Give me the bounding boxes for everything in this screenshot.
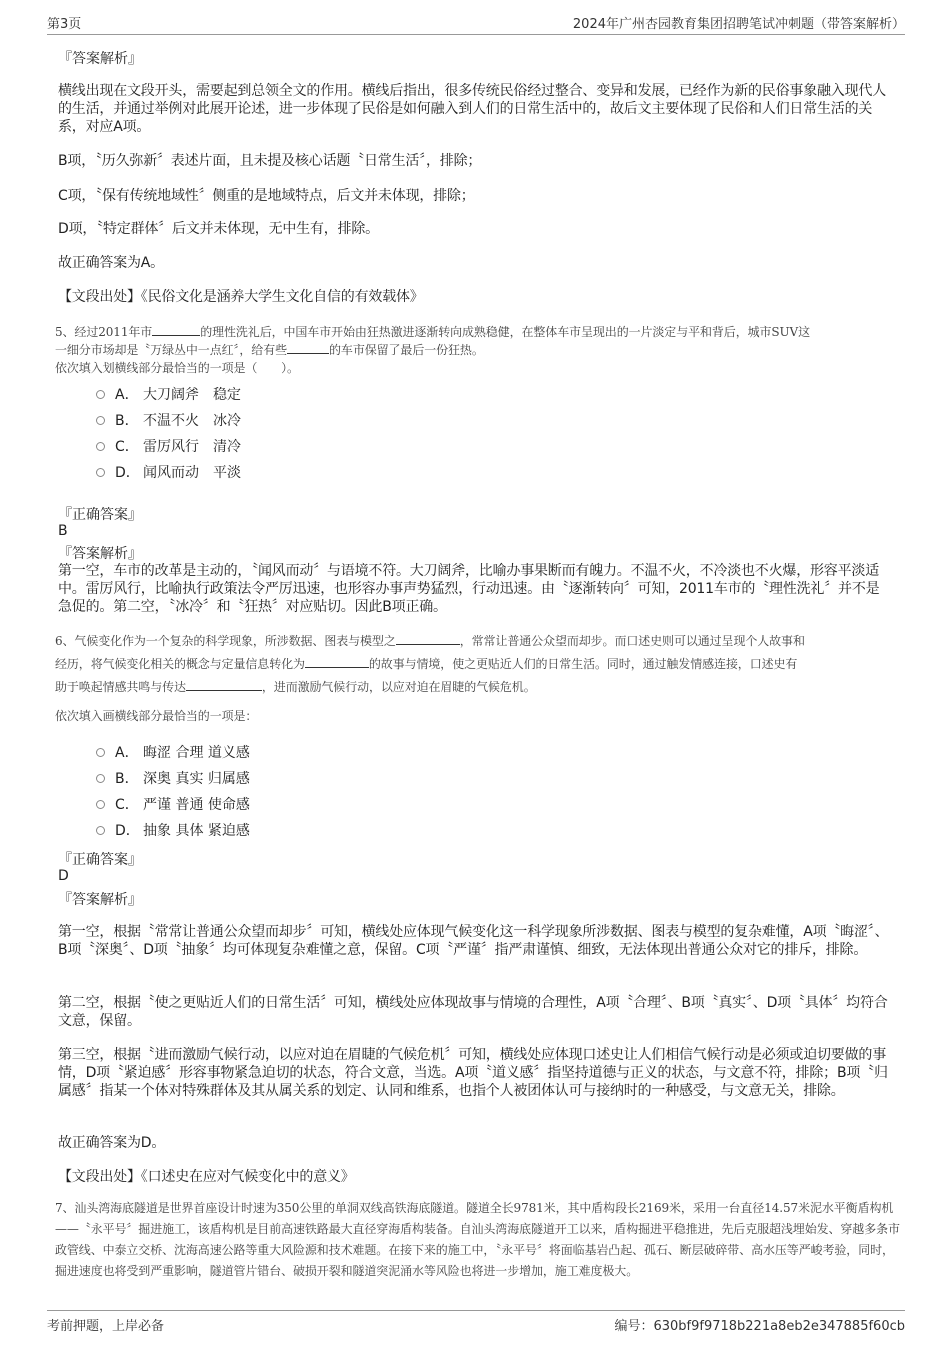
q5-blank-1 <box>152 322 200 336</box>
q6-analysis-p2: 第二空，根据〝使之更贴近人们的日常生活〞可知，横线处应体现故事与情境的合理性，A项〝合理〞、B项〝真实〞、D项〝具体〞均符合文意，保留。 <box>58 995 888 1029</box>
q6-prompt: 依次填入画横线部分最恰当的一项是： <box>55 709 258 723</box>
radio-icon[interactable] <box>96 416 105 425</box>
q5-option-c[interactable]: C． 雷厉风行 清冷 <box>96 436 241 456</box>
q4-analysis-p5: 故正确答案为A。 <box>58 255 164 271</box>
document-title: 2024年广州杏园教育集团招聘笔试冲刺题（带答案解析） <box>572 17 905 32</box>
q6-analysis-p3: 第三空，根据〝进而激励气候行动，以应对迫在眉睫的气候危机〞可知，横线处应体现口述史让人们相信气候行动是必须或迫切要做的事情，D项〝紧迫感〞形容事物紧急迫切的状态，符合文意，当选。A项〝道义感〞指坚持道德与正义的状态，与文意不符，排除；B项〝归属感〞指某一个体对特殊群体及其从属关系的划定、认同和维系，也指个人被团体认可与接纳时的一种感受，与文意无关，排除。 <box>58 1047 888 1099</box>
q5-stem: 5、经过2011年市 的理性洗礼后，中国车市开始由狂热激进逐渐转向成熟稳健，在整体车市呈现出的一片淡定与平和背后，城市SUV这 一细分市场却是〝万绿丛中一点红〞，给有些 的车市保留了最后一份狂热。 依次填入划横线部分最恰当的一项是（ ）。 <box>55 322 900 379</box>
q6-source: 【文段出处】《口述史在应对气候变化中的意义》 <box>58 1169 355 1185</box>
radio-icon[interactable] <box>96 774 105 783</box>
q6-option-d[interactable]: D． 抽象 具体 紧迫感 <box>96 820 250 840</box>
radio-icon[interactable] <box>96 390 105 399</box>
q7-stem: 7、汕头湾海底隧道是世界首座设计时速为350公里的单洞双线高铁海底隧道。隧道全长9781米，其中盾构段长2169米，采用一台直径14.57米泥水平衡盾构机——〝永平号〞掘进施工，该盾构机是目前高速铁路最大直径穿海盾构装备。自汕头湾海底隧道开工以来，盾构掘进平稳推进，先后克服超浅埋始发、穿越多条市政管线、中泰立交桥、沈海高速公路等重大风险源和技术难题。在接下来的施工中，〝永平号〞将面临基岩凸起、孤石、断层破碎带、高水压等严峻考验，同时，掘进速度也将受到严重影响，隧道管片错台、破损开裂和隧道突泥涌水等风险也将进一步增加，施工难度极大。 <box>55 1201 900 1278</box>
radio-icon[interactable] <box>96 442 105 451</box>
q6-answer: D <box>58 868 69 884</box>
q6-option-a[interactable]: A． 晦涩 合理 道义感 <box>96 742 250 762</box>
q5-analysis: 第一空，车市的改革是主动的，〝闻风而动〞与语境不符。大刀阔斧，比喻办事果断而有魄力。不温不火，不冷淡也不火爆，形容平淡适中。雷厉风行，比喻执行政策法令严厉迅速，也形容办事声势猛烈，行动迅速。由〝逐渐转向〞可知，2011车市的〝理性洗礼〞并不是急促的。第二空，〝冰冷〞和〝狂热〞对应贴切。因此B项正确。 <box>58 563 880 615</box>
radio-icon[interactable] <box>96 748 105 757</box>
q6-analysis-p4: 故正确答案为D。 <box>58 1135 166 1151</box>
page-header <box>47 10 905 35</box>
footer-slogan: 考前押题，上岸必备 <box>47 1319 165 1334</box>
q5-option-d[interactable]: D． 闻风而动 平淡 <box>96 462 241 482</box>
q5-blank-2 <box>287 340 329 354</box>
q6-option-b[interactable]: B． 深奥 真实 归属感 <box>96 768 250 788</box>
q6-option-c[interactable]: C． 严谨 普通 使命感 <box>96 794 250 814</box>
q5-analysis-label: 『答案解析』 <box>58 546 142 562</box>
q5-answer-label: 『正确答案』 <box>58 507 142 523</box>
q6-analysis-p1: 第一空，根据〝常常让普通公众望而却步〞可知，横线处应体现气候变化这一科学现象所涉数据、图表与模型的复杂难懂，A项〝晦涩〞、B项〝深奥〞、D项〝抽象〞均可体现复杂难懂之意，保留。C项〝严谨〞指严肃谨慎、细致，无法体现出普通公众对它的排斥，排除。 <box>58 924 889 958</box>
q4-analysis-p2: B项，〝历久弥新〞表述片面，且未提及核心话题〝日常生活〞，排除； <box>58 153 482 169</box>
page-number: 第3页 <box>47 17 82 32</box>
q5-option-b[interactable]: B． 不温不火 冰冷 <box>96 410 241 430</box>
q4-analysis-label: 『答案解析』 <box>58 51 142 67</box>
q4-analysis-p1: 横线出现在文段开头，需要起到总领全文的作用。横线后指出，很多传统民俗经过整合、变异和发展，已经作为新的民俗事象融入现代人的生活，并通过举例对此展开论述，进一步体现了民俗是如何融入到人们的日常生活中的，故后文主要体现了民俗和人们日常生活的关系，对应A项。 <box>58 83 886 135</box>
q6-blank-1 <box>396 631 460 645</box>
q4-source: 【文段出处】《民俗文化是涵养大学生文化自信的有效载体》 <box>58 289 424 305</box>
document-id: 编号：630bf9f9718b221a8eb2e347885f60cb <box>614 1319 905 1334</box>
q6-analysis-label: 『答案解析』 <box>58 892 142 908</box>
radio-icon[interactable] <box>96 468 105 477</box>
radio-icon[interactable] <box>96 800 105 809</box>
q4-analysis-p4: D项，〝特定群体〞后文并未体现，无中生有，排除。 <box>58 221 379 237</box>
page-footer <box>47 1310 905 1335</box>
q5-option-a[interactable]: A． 大刀阔斧 稳定 <box>96 384 241 404</box>
q6-answer-label: 『正确答案』 <box>58 852 142 868</box>
q6-blank-3 <box>186 677 262 691</box>
radio-icon[interactable] <box>96 826 105 835</box>
q5-answer: B <box>58 523 68 539</box>
q6-stem: 6、气候变化作为一个复杂的科学现象，所涉数据、图表与模型之 ，常常让普通公众望而却步。而口述史则可以通过呈现个人故事和 经历，将气候变化相关的概念与定量信息转化为 的故事与情境，使之更贴近人们的日常生活。同时，通过触发情感连接，口述史有 助于唤起情感共鸣与传达 ，进而激励气候行动，以应对迫在眉睫的气候危机。 <box>55 631 900 698</box>
q4-analysis-p3: C项，〝保有传统地域性〞侧重的是地域特点，后文并未体现，排除； <box>58 188 475 204</box>
q6-blank-2 <box>305 654 369 668</box>
